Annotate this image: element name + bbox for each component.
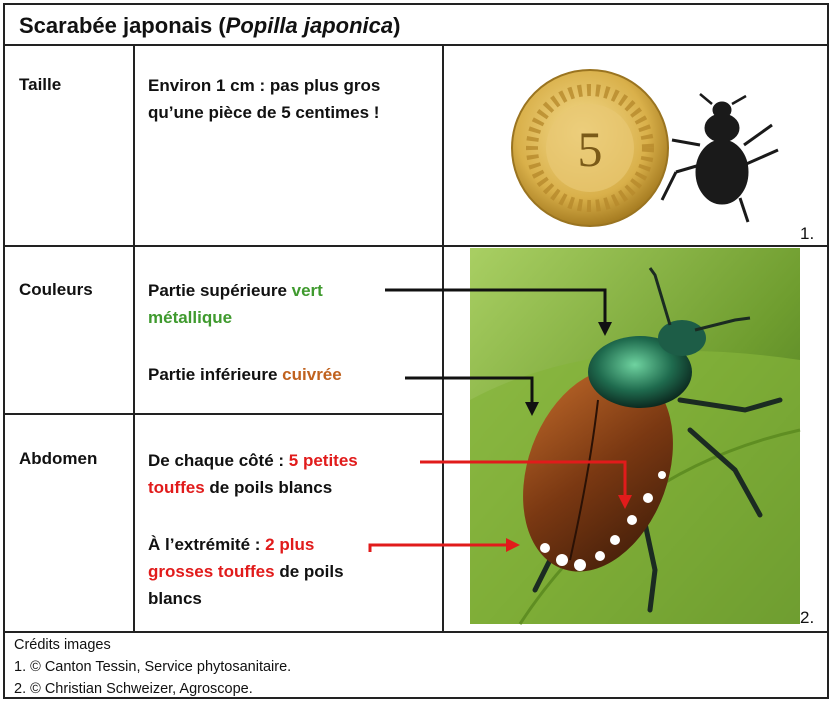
coin-value: 5	[577, 121, 603, 177]
side-prefix: De chaque côté :	[148, 451, 289, 470]
inf-color: cuivrée	[282, 365, 342, 384]
tip-red-1: 2 plus	[265, 535, 315, 554]
taille-description: Environ 1 cm : pas plus gros qu’une pièce de 5 centimes !	[148, 76, 381, 122]
title-latin-name: Popilla japonica	[225, 13, 394, 38]
tip-prefix: À l’extrémité :	[148, 535, 266, 554]
image-number-2: 2.	[800, 608, 815, 627]
title-end: )	[393, 13, 401, 38]
tip-suffix-2: blancs	[148, 589, 202, 608]
coin-image	[512, 70, 668, 226]
title-text: Scarabée japonais (	[19, 13, 226, 38]
tip-red-2: grosses touffes	[148, 562, 275, 581]
side-suffix: de poils blancs	[204, 478, 333, 497]
beetle-photo	[470, 248, 800, 624]
inf-prefix: Partie inférieure	[148, 365, 283, 384]
row-label-abdomen: Abdomen	[19, 449, 98, 468]
row-label-taille: Taille	[19, 75, 62, 94]
beetle-silhouette	[662, 94, 778, 222]
credits-line-2: 2. © Christian Schweizer, Agroscope.	[14, 681, 253, 697]
image-credits	[14, 634, 291, 700]
side-red-1: 5 petites	[288, 451, 358, 470]
row-label-couleurs: Couleurs	[19, 280, 93, 299]
sup-prefix: Partie supérieure	[148, 281, 292, 300]
sup-color-1: vert	[291, 281, 323, 300]
image-number-1: 1.	[800, 224, 815, 243]
credits-heading: Crédits images	[14, 637, 111, 653]
side-red-2: touffes	[148, 478, 205, 497]
tip-suffix-1: de poils	[274, 562, 344, 581]
credits-line-1: 1. © Canton Tessin, Service phytosanitaire.	[14, 659, 292, 675]
sup-color-2: métallique	[148, 308, 233, 327]
